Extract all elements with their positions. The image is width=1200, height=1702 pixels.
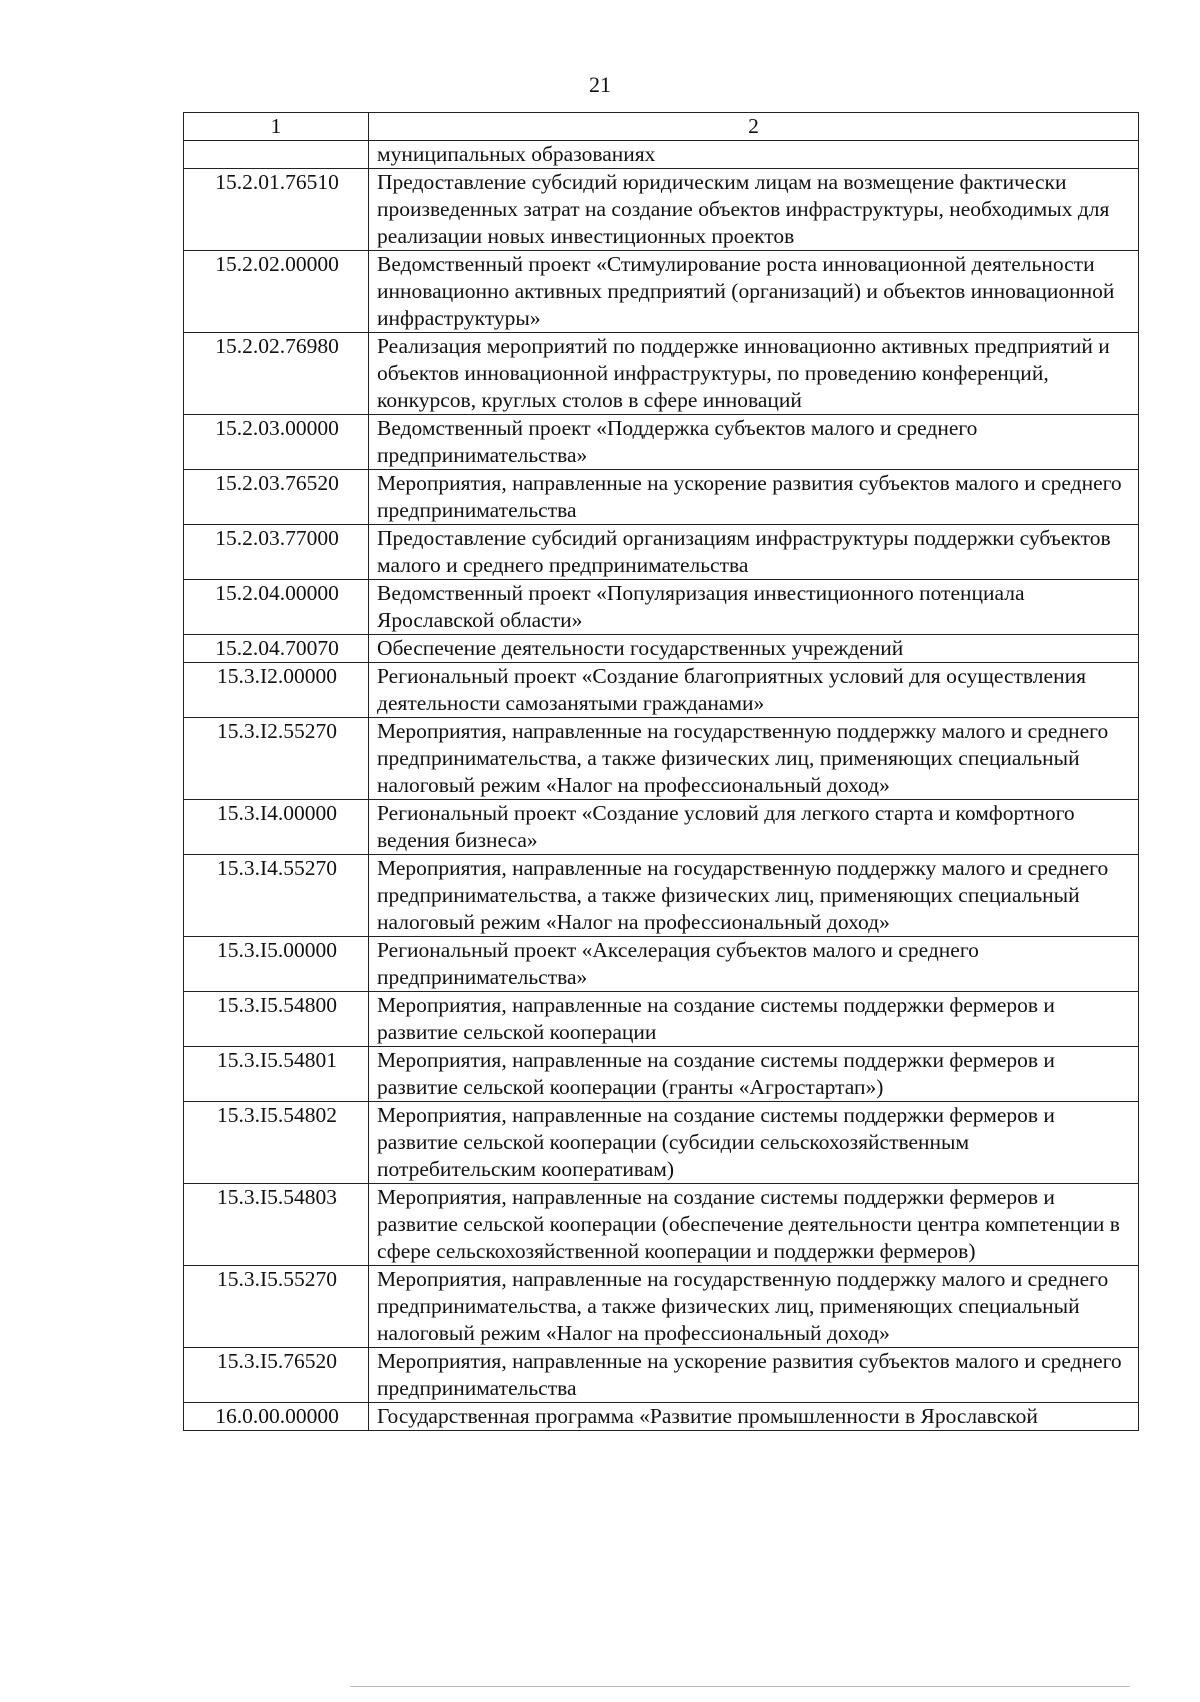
table-row bbox=[184, 663, 1139, 718]
table-row bbox=[184, 1184, 1139, 1266]
row-description-cell: Предоставление субсидий юридическим лицам на возмещение фактически произведенных затрат на создание объектов инфраструктуры, необходимых для реализации новых инвестиционных проектов bbox=[369, 169, 1139, 251]
row-code-cell: 15.2.02.76980 bbox=[184, 333, 369, 415]
table-row bbox=[184, 1348, 1139, 1403]
table-row bbox=[184, 1266, 1139, 1348]
table-row bbox=[184, 1403, 1139, 1431]
row-description-cell: Ведомственный проект «Поддержка субъектов малого и среднего предпринимательства» bbox=[369, 415, 1139, 470]
row-code-cell: 15.3.I5.54802 bbox=[184, 1102, 369, 1184]
row-code-cell: 15.3.I2.00000 bbox=[184, 663, 369, 718]
row-description-cell: Ведомственный проект «Популяризация инвестиционного потенциала Ярославской области» bbox=[369, 580, 1139, 635]
row-description-cell: Мероприятия, направленные на создание системы поддержки фермеров и развитие сельской кооперации (гранты «Агростартап») bbox=[369, 1047, 1139, 1102]
row-description-cell: Региональный проект «Акселерация субъектов малого и среднего предпринимательства» bbox=[369, 937, 1139, 992]
table-row bbox=[184, 635, 1139, 663]
table-row bbox=[184, 333, 1139, 415]
row-description-cell: Мероприятия, направленные на создание системы поддержки фермеров и развитие сельской кооперации (субсидии сельскохозяйственным потребительским кооперативам) bbox=[369, 1102, 1139, 1184]
row-code-cell bbox=[184, 141, 369, 169]
budget-code-table bbox=[183, 112, 1139, 1431]
row-description-cell: Мероприятия, направленные на создание системы поддержки фермеров и развитие сельской кооперации bbox=[369, 992, 1139, 1047]
row-description-cell: Мероприятия, направленные на ускорение развития субъектов малого и среднего предпринимательства bbox=[369, 1348, 1139, 1403]
bottom-divider bbox=[350, 1686, 1130, 1687]
row-code-cell: 15.3.I5.76520 bbox=[184, 1348, 369, 1403]
row-description-cell: Предоставление субсидий организациям инфраструктуры поддержки субъектов малого и среднего предпринимательства bbox=[369, 525, 1139, 580]
row-code-cell: 15.3.I5.00000 bbox=[184, 937, 369, 992]
page-number: 21 bbox=[589, 72, 611, 97]
row-description-cell: Обеспечение деятельности государственных учреждений bbox=[369, 635, 1139, 663]
table-row bbox=[184, 718, 1139, 800]
row-description-cell: Реализация мероприятий по поддержке инновационно активных предприятий и объектов инновационной инфраструктуры, по проведению конференций, конкурсов, круглых столов в сфере инноваций bbox=[369, 333, 1139, 415]
row-code-cell: 15.3.I4.55270 bbox=[184, 855, 369, 937]
table-row bbox=[184, 992, 1139, 1047]
table-row bbox=[184, 169, 1139, 251]
table-row bbox=[184, 1047, 1139, 1102]
table-row bbox=[184, 470, 1139, 525]
row-description-cell: муниципальных образованиях bbox=[369, 141, 1139, 169]
table-row bbox=[184, 580, 1139, 635]
row-code-cell: 15.3.I5.54801 bbox=[184, 1047, 369, 1102]
table-row bbox=[184, 937, 1139, 992]
row-code-cell: 15.2.03.76520 bbox=[184, 470, 369, 525]
row-code-cell: 16.0.00.00000 bbox=[184, 1403, 369, 1431]
table-header-row bbox=[184, 113, 1139, 141]
table-row bbox=[184, 415, 1139, 470]
row-code-cell: 15.2.01.76510 bbox=[184, 169, 369, 251]
table-row bbox=[184, 525, 1139, 580]
row-code-cell: 15.2.04.70070 bbox=[184, 635, 369, 663]
table-row bbox=[184, 855, 1139, 937]
row-code-cell: 15.3.I5.55270 bbox=[184, 1266, 369, 1348]
row-code-cell: 15.3.I5.54803 bbox=[184, 1184, 369, 1266]
column-header-description: 2 bbox=[369, 113, 1139, 141]
table-row bbox=[184, 1102, 1139, 1184]
table-row bbox=[184, 800, 1139, 855]
row-code-cell: 15.3.I2.55270 bbox=[184, 718, 369, 800]
row-description-cell: Региональный проект «Создание условий для легкого старта и комфортного ведения бизнеса» bbox=[369, 800, 1139, 855]
row-description-cell: Мероприятия, направленные на государственную поддержку малого и среднего предпринимательства, а также физических лиц, применяющих специальный налоговый режим «Налог на профессиональный доход» bbox=[369, 718, 1139, 800]
row-code-cell: 15.2.02.00000 bbox=[184, 251, 369, 333]
row-description-cell: Мероприятия, направленные на государственную поддержку малого и среднего предпринимательства, а также физических лиц, применяющих специальный налоговый режим «Налог на профессиональный доход» bbox=[369, 1266, 1139, 1348]
row-code-cell: 15.3.I5.54800 bbox=[184, 992, 369, 1047]
row-description-cell: Мероприятия, направленные на ускорение развития субъектов малого и среднего предпринимательства bbox=[369, 470, 1139, 525]
row-description-cell: Мероприятия, направленные на создание системы поддержки фермеров и развитие сельской кооперации (обеспечение деятельности центра компетенции в сфере сельскохозяйственной кооперации и поддержки фермеров) bbox=[369, 1184, 1139, 1266]
row-description-cell: Государственная программа «Развитие промышленности в Ярославской bbox=[369, 1403, 1139, 1431]
row-code-cell: 15.2.03.77000 bbox=[184, 525, 369, 580]
table-body bbox=[184, 141, 1139, 1431]
row-code-cell: 15.2.03.00000 bbox=[184, 415, 369, 470]
row-description-cell: Региональный проект «Создание благоприятных условий для осуществления деятельности самозанятыми гражданами» bbox=[369, 663, 1139, 718]
row-code-cell: 15.3.I4.00000 bbox=[184, 800, 369, 855]
row-description-cell: Ведомственный проект «Стимулирование роста инновационной деятельности инновационно активных предприятий (организаций) и объектов инновационной инфраструктуры» bbox=[369, 251, 1139, 333]
column-header-code: 1 bbox=[184, 113, 369, 141]
row-description-cell: Мероприятия, направленные на государственную поддержку малого и среднего предпринимательства, а также физических лиц, применяющих специальный налоговый режим «Налог на профессиональный доход» bbox=[369, 855, 1139, 937]
row-code-cell: 15.2.04.00000 bbox=[184, 580, 369, 635]
table-row bbox=[184, 251, 1139, 333]
table-row bbox=[184, 141, 1139, 169]
